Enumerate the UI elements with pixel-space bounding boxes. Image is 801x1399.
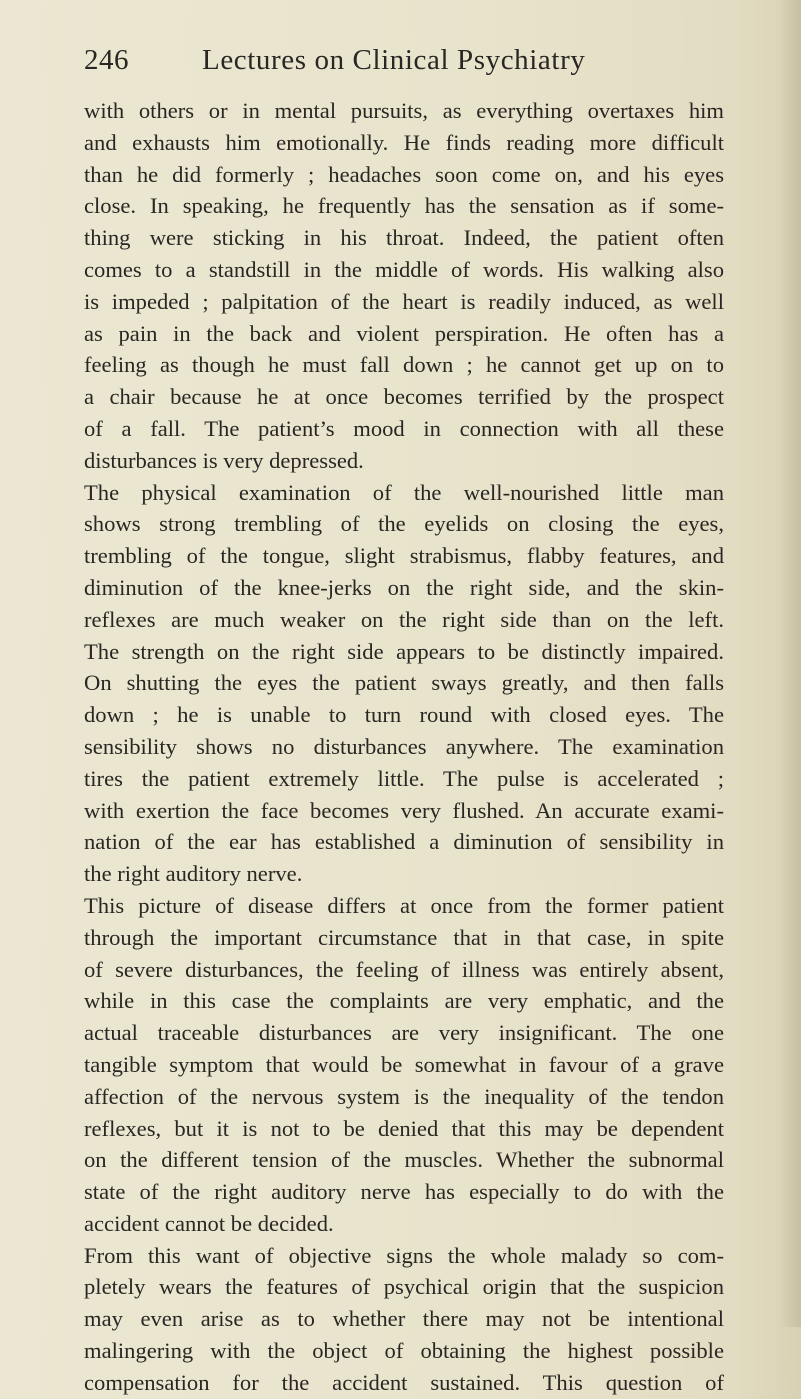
page-number: 246 bbox=[84, 44, 129, 76]
text-line: of a fall. The patient’s mood in connection with all these bbox=[84, 415, 724, 441]
text-line: with others or in mental pursuits, as everything overtaxes him bbox=[84, 98, 724, 123]
text-line: while in this case the complaints are very emphatic, and the bbox=[84, 988, 724, 1014]
paragraph-start-line: From this want of objective signs the whole malady so com- bbox=[84, 1242, 724, 1268]
text-line: affection of the nervous system is the inequality of the tendon bbox=[84, 1083, 724, 1109]
text-line: and exhausts him emotionally. He finds reading more difficult bbox=[84, 129, 724, 155]
paragraph-end-line: disturbances is very depressed. bbox=[84, 447, 364, 473]
running-title: Lectures on Clinical Psychiatry bbox=[202, 44, 586, 76]
text-line: malingering with the object of obtaining the highest possible bbox=[84, 1338, 724, 1364]
text-line: down ; he is unable to turn round with closed eyes. The bbox=[84, 702, 724, 728]
text-line: actual traceable disturbances are very insignificant. The one bbox=[84, 1020, 724, 1046]
page-header bbox=[84, 44, 644, 88]
text-line: reflexes, but it is not to be denied that this may be dependent bbox=[84, 1115, 724, 1141]
text-line: as pain in the back and violent perspiration. He often has a bbox=[84, 320, 724, 346]
text-line: The strength on the right side appears to be distinctly impaired. bbox=[84, 638, 724, 664]
text-line: thing were sticking in his throat. Indeed, the patient often bbox=[84, 225, 724, 251]
text-line: diminution of the knee-jerks on the right side, and the skin- bbox=[84, 574, 724, 600]
text-line: is impeded ; palpitation of the heart is readily induced, as well bbox=[84, 288, 724, 314]
text-line: pletely wears the features of psychical origin that the suspicion bbox=[84, 1274, 724, 1300]
text-line: compensation for the accident sustained. This question of bbox=[84, 1369, 724, 1395]
text-line: trembling of the tongue, slight strabismus, flabby features, and bbox=[84, 543, 724, 569]
text-line: shows strong trembling of the eyelids on closing the eyes, bbox=[84, 511, 724, 537]
text-line: state of the right auditory nerve has especially to do with the bbox=[84, 1179, 724, 1205]
text-line: tires the patient extremely little. The pulse is accelerated ; bbox=[84, 765, 724, 791]
text-line: reflexes are much weaker on the right side than on the left. bbox=[84, 606, 724, 632]
paragraph-end-line: accident cannot be decided. bbox=[84, 1210, 334, 1236]
text-line: sensibility shows no disturbances anywhere. The examination bbox=[84, 733, 724, 759]
text-line: close. In speaking, he frequently has the sensation as if some- bbox=[84, 193, 724, 219]
paragraph-start-line: The physical examination of the well-nourished little man bbox=[84, 479, 724, 505]
text-line: with exertion the face becomes very flushed. An accurate exami- bbox=[84, 797, 724, 823]
text-line: On shutting the eyes the patient sways greatly, and then falls bbox=[84, 670, 724, 696]
text-line: a chair because he at once becomes terrified by the prospect bbox=[84, 384, 724, 410]
body-text bbox=[84, 95, 724, 1399]
text-line: of severe disturbances, the feeling of illness was entirely absent, bbox=[84, 956, 724, 982]
text-line: may even arise as to whether there may not be intentional bbox=[84, 1306, 724, 1332]
text-line: than he did formerly ; headaches soon come on, and his eyes bbox=[84, 161, 724, 187]
text-line: feeling as though he must fall down ; he cannot get up on to bbox=[84, 352, 724, 378]
paragraph-start-line: This picture of disease differs at once from the former patient bbox=[84, 892, 724, 918]
text-line: comes to a standstill in the middle of words. His walking also bbox=[84, 256, 724, 282]
text-line: through the important circumstance that in that case, in spite bbox=[84, 924, 724, 950]
paragraph-end-line: the right auditory nerve. bbox=[84, 861, 303, 887]
text-line: nation of the ear has established a diminution of sensibility in bbox=[84, 829, 724, 855]
text-line: on the different tension of the muscles. Whether the subnormal bbox=[84, 1147, 724, 1173]
page-edge-shadow bbox=[779, 0, 801, 1327]
text-line: tangible symptom that would be somewhat in favour of a grave bbox=[84, 1051, 724, 1077]
